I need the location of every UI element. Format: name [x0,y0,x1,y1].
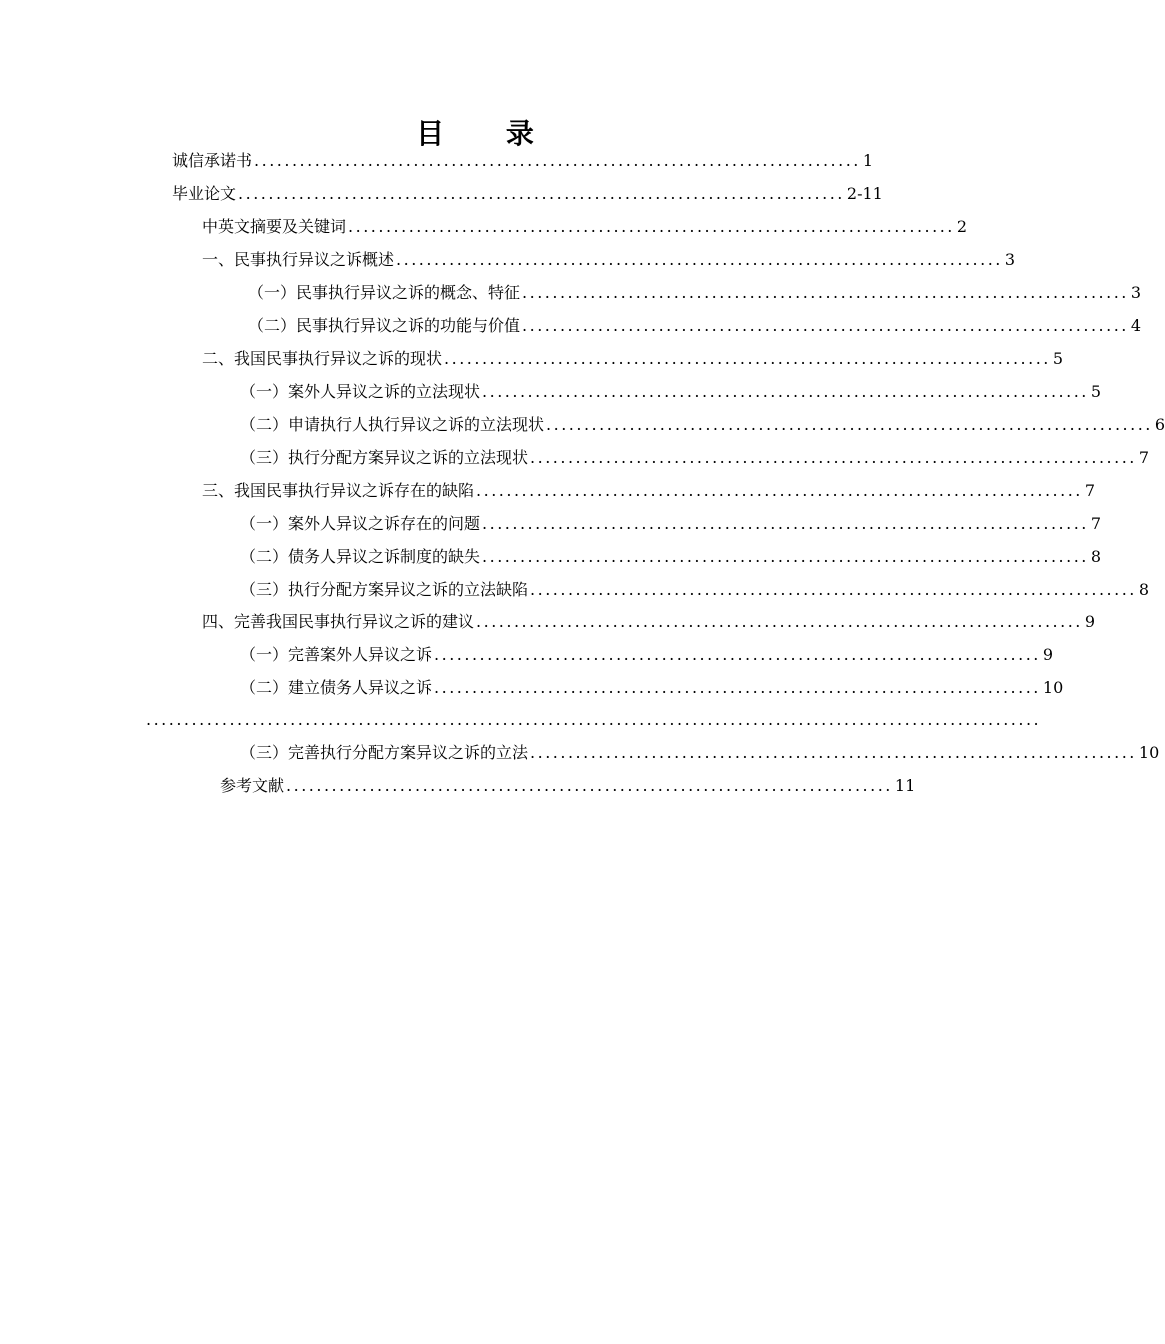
dot-leader: ................................................................................ [476,481,1083,500]
toc-entry-page: 9 [1042,645,1054,664]
toc-entry-label: 二、我国民事执行异议之诉的现状 [202,349,443,368]
toc-entry-abstract[interactable] [202,214,968,240]
toc-entry-pledge[interactable] [172,148,874,174]
toc-entry-label: 一、民事执行异议之诉概述 [202,250,395,269]
toc-entry-page: 7 [1084,481,1096,500]
dot-leader: ................................................................................ [434,645,1041,664]
toc-entry-label: （一）案外人异议之诉存在的问题 [240,514,481,533]
dot-leader: ................................................................................ [482,382,1089,401]
dot-leader: ................................................................................ [434,678,1041,697]
toc-entry-section-3[interactable] [202,478,1096,504]
toc-entry-page: 9 [1084,612,1096,631]
dot-leader: ................................................................................ [286,776,893,795]
toc-entry-section-2[interactable] [202,346,1064,372]
toc-entry-label: （三）执行分配方案异议之诉的立法缺陷 [240,580,529,599]
dot-leader: ................................................................................ [444,349,1051,368]
toc-entry-page: 6 [1154,415,1165,434]
toc-entry-page: 7 [1138,448,1150,467]
toc-entry-page: 2-11 [846,184,883,203]
dot-leader: ................................................................................ [522,283,1129,302]
toc-entry-label: （二）债务人异议之诉制度的缺失 [240,547,481,566]
dot-leader: ................................................................................ [238,184,845,203]
toc-entry-label: 中英文摘要及关键词 [202,217,347,236]
dot-leader: ................................................................................ [546,415,1153,434]
toc-entry-page: 4 [1130,316,1142,335]
toc-entry-page: 3 [1004,250,1016,269]
toc-entry-references[interactable] [220,773,916,799]
toc-entry-page: 1 [862,151,874,170]
toc-entry-page: 7 [1090,514,1102,533]
toc-entry-page: 3 [1130,283,1142,302]
toc-entry-label: 参考文献 [220,776,285,795]
toc-entry-page: 5 [1090,382,1102,401]
toc-entry-page: 10 [1138,743,1160,762]
dot-leader: ................................................................................ [522,316,1129,335]
toc-entry-section-4-2[interactable] [240,675,1064,701]
toc-entry-label: 三、我国民事执行异议之诉存在的缺陷 [202,481,475,500]
toc-entry-label: （一）完善案外人异议之诉 [240,645,433,664]
toc-entry-section-2-3[interactable] [240,445,1150,471]
toc-entry-section-1-2[interactable] [248,313,1142,339]
toc-entry-label: （二）建立债务人异议之诉 [240,678,433,697]
toc-entry-thesis[interactable] [172,181,883,207]
toc-entry-label: （二）民事执行异议之诉的功能与价值 [248,316,521,335]
toc-entry-page: 8 [1138,580,1150,599]
dot-leader: ................................................................................ [396,250,1003,269]
toc-entry-section-4-3[interactable] [240,740,1160,766]
overflow-dot-leader: ...................................................................................................................... [146,710,1042,729]
toc-entry-page: 10 [1042,678,1064,697]
toc-entry-page: 5 [1052,349,1064,368]
toc-entry-section-2-2[interactable] [240,412,1165,438]
toc-entry-label: （三）完善执行分配方案异议之诉的立法 [240,743,529,762]
dot-leader: ................................................................................ [482,514,1089,533]
dot-leader: ................................................................................ [530,580,1137,599]
toc-entry-label: （一）民事执行异议之诉的概念、特征 [248,283,521,302]
toc-entry-label: （二）申请执行人执行异议之诉的立法现状 [240,415,545,434]
toc-entry-page: 8 [1090,547,1102,566]
toc-entry-section-1[interactable] [202,247,1016,273]
toc-entry-page: 11 [894,776,916,795]
toc-entry-label: 诚信承诺书 [172,151,253,170]
dot-leader: ................................................................................ [254,151,861,170]
dot-leader: ................................................................................ [530,448,1137,467]
toc-entry-section-1-1[interactable] [248,280,1142,306]
toc-entry-label: （三）执行分配方案异议之诉的立法现状 [240,448,529,467]
toc-entry-label: （一）案外人异议之诉的立法现状 [240,382,481,401]
dot-leader: ................................................................................ [482,547,1089,566]
toc-entry-section-4-1[interactable] [240,642,1054,668]
dot-leader: ................................................................................ [348,217,955,236]
toc-entry-page: 2 [956,217,968,236]
toc-entry-section-3-2[interactable] [240,544,1102,570]
page-title: 目 录 [416,117,560,150]
toc-entry-section-3-1[interactable] [240,511,1102,537]
toc-entry-section-3-3[interactable] [240,577,1150,603]
toc-entry-label: 毕业论文 [172,184,237,203]
dot-leader: ................................................................................ [476,612,1083,631]
toc-entry-section-2-1[interactable] [240,379,1102,405]
toc-entry-section-4[interactable] [202,609,1096,635]
dot-leader: ................................................................................ [530,743,1137,762]
toc-entry-label: 四、完善我国民事执行异议之诉的建议 [202,612,475,631]
